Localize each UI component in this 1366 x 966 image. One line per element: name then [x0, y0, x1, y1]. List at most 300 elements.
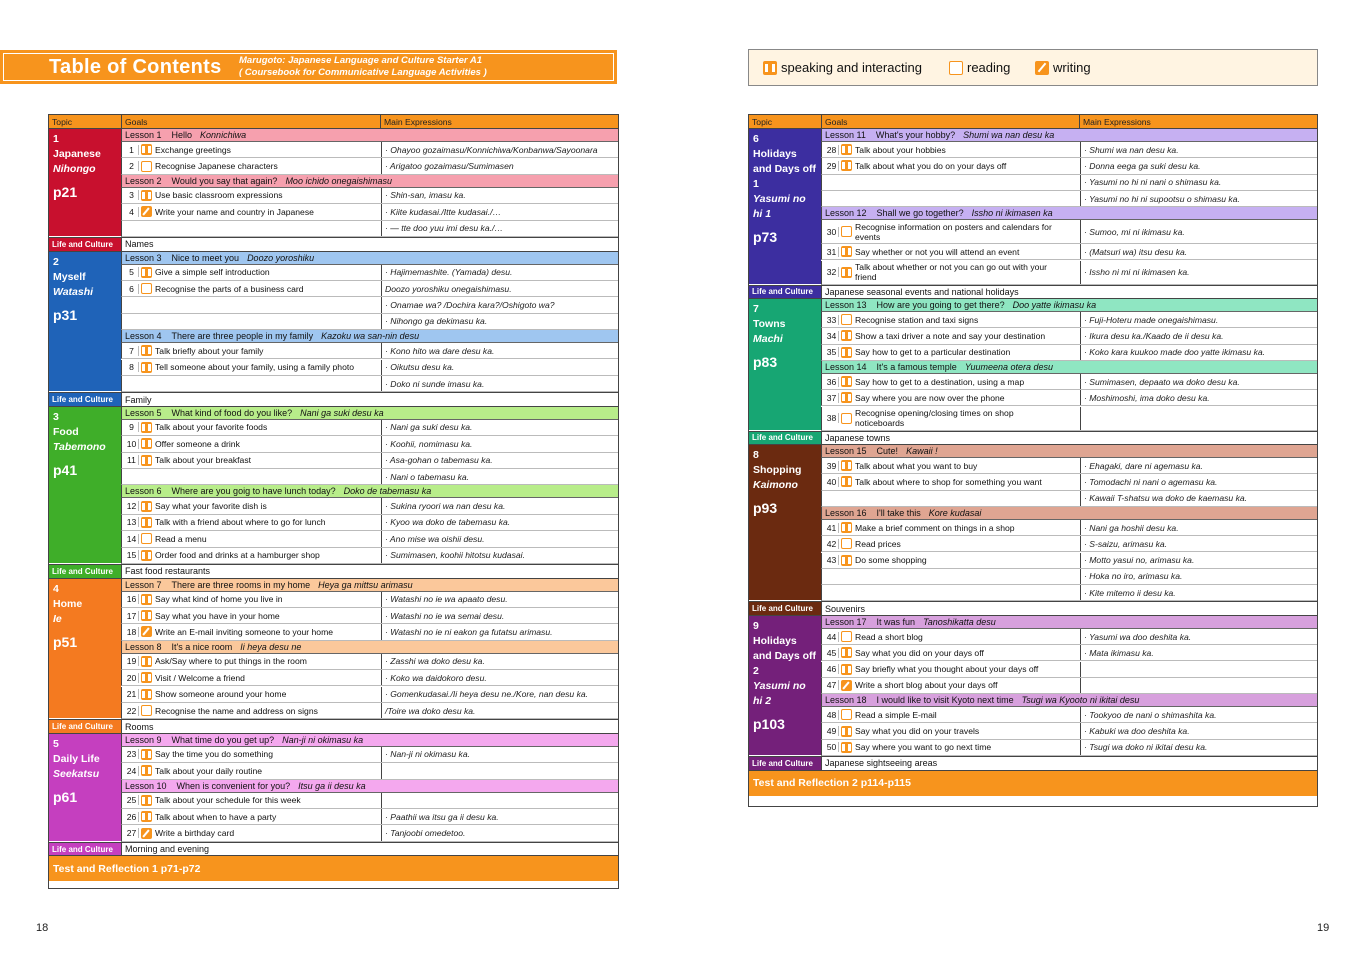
expression-cell: · Tsugi wa doko ni ikitai desu ka.: [1080, 740, 1317, 755]
goal-cell: [122, 281, 381, 296]
topic-number: 6: [753, 133, 759, 145]
expression-cell: [1080, 662, 1317, 677]
reading-icon: [841, 226, 852, 237]
topic-page: p61: [53, 788, 78, 805]
goal-text: Say what you did on your days off: [855, 647, 984, 658]
goal-text-line: Recognise information on posters and calendars for: [855, 221, 1052, 232]
goal-cell: [822, 220, 1080, 243]
goal-cell: [122, 548, 381, 563]
goal-cell: [822, 553, 1080, 568]
speaking-icon: [841, 144, 852, 155]
lesson-number: Lesson 7: [125, 579, 162, 590]
topic-name-japanese: Seekatsu: [53, 767, 100, 780]
title-bar: [0, 50, 617, 84]
goal-cell: [822, 407, 1080, 430]
goal-text: Talk about your hobbies: [855, 144, 946, 155]
expression-cell: · Sukina ryoori wa nan desu ka.: [381, 498, 618, 513]
expression-cell: [381, 793, 618, 808]
goal-number: 15: [125, 550, 139, 560]
goal-number: 49: [825, 726, 839, 736]
expression-cell: · Arigatoo gozaimasu/Sumimasen: [381, 158, 618, 173]
goal-number: 35: [825, 347, 839, 357]
goal-cell: [122, 654, 381, 669]
goal-cell: [822, 678, 1080, 693]
topic-page: p93: [753, 500, 778, 516]
lesson-title-japanese: Tanoshikatta desu: [923, 616, 996, 627]
life-and-culture-row: [49, 237, 618, 252]
topic-name-japanese: Kaimono: [753, 479, 798, 491]
writing-icon: [141, 206, 152, 217]
reading-icon: [841, 413, 852, 424]
goal-row: [121, 809, 618, 825]
goal-cell: [122, 515, 381, 530]
speaking-icon: [141, 455, 152, 466]
life-and-culture-value: Fast food restaurants: [121, 565, 618, 578]
goal-row: [821, 553, 1317, 569]
legend-writing: [1035, 60, 1091, 75]
lesson-title: Would you say that again?: [171, 175, 278, 186]
goal-cell: [822, 740, 1080, 755]
life-and-culture-row: [49, 719, 618, 734]
speaking-icon: [841, 347, 852, 358]
goal-number: 12: [125, 501, 139, 511]
lesson-title-japanese: Doozo yoroshiku: [247, 252, 315, 263]
expression-cell: · Nan-ji ni okimasu ka.: [381, 747, 618, 762]
goal-row: [821, 244, 1317, 260]
speaking-icon: [841, 476, 852, 487]
expression-cell: · Donna eega ga suki desu ka.: [1080, 158, 1317, 173]
expression-cell: · Fuji-Hoteru made onegaishimasu.: [1080, 312, 1317, 327]
goal-number: 33: [825, 315, 839, 325]
topic-block: [749, 299, 821, 431]
topic-page: p51: [53, 633, 78, 650]
reading-icon: [141, 161, 152, 172]
topic-number: 1: [53, 133, 59, 145]
goal-number: 38: [825, 413, 839, 423]
goal-text: Exchange greetings: [155, 144, 231, 155]
expression-cell: · Issho ni mi ni ikimasen ka.: [1080, 261, 1317, 284]
speaking-icon: [841, 376, 852, 387]
goal-row: [821, 261, 1317, 285]
expression-cell: · Motto yasui no, arimasu ka.: [1080, 553, 1317, 568]
life-and-culture-label: Life and Culture: [749, 602, 821, 615]
goal-text-line: events: [855, 231, 881, 242]
speaking-icon: [141, 672, 152, 683]
lesson-title-japanese: Yuumeena otera desu: [964, 361, 1054, 372]
speaking-icon: [763, 61, 777, 75]
topic-name-japanese: Ie: [53, 612, 62, 625]
goal-text: Read a menu: [155, 533, 207, 544]
column-header-topic: Topic: [752, 116, 773, 127]
goal-number: 39: [825, 461, 839, 471]
goal-row: [821, 723, 1317, 739]
goal-row: [821, 662, 1317, 678]
speaking-icon: [141, 422, 152, 433]
column-header-expressions: Main Expressions: [380, 115, 618, 128]
goal-row: [821, 328, 1317, 344]
goal-text: Say where you want to go next time: [855, 742, 992, 753]
topic-name: Holidays and Days off 1: [753, 148, 817, 190]
goal-row: [121, 343, 618, 359]
topic-name: Food: [53, 425, 79, 438]
goal-number: 29: [825, 161, 839, 171]
goal-number: 14: [125, 534, 139, 544]
topic-block: [749, 616, 821, 756]
speaking-icon: [141, 190, 152, 201]
lesson-number: Lesson 16: [825, 507, 867, 518]
speaking-icon: [141, 345, 152, 356]
expression-cell: · Asa-gohan o tabemasu ka.: [381, 453, 618, 468]
speaking-icon: [841, 647, 852, 658]
goal-row: [821, 312, 1317, 328]
goal-row: [121, 515, 618, 531]
goal-row: [121, 453, 618, 469]
speaking-icon: [141, 267, 152, 278]
lesson-title-japanese: Ii heya desu ne: [240, 641, 302, 652]
goal-row: [821, 678, 1317, 694]
goal-text: Visit / Welcome a friend: [155, 672, 245, 683]
speaking-icon: [141, 749, 152, 760]
expression-cell: · Gomenkudasai./Ii heya desu ne./Kore, nan desu ka.: [381, 687, 618, 702]
reading-icon: [841, 709, 852, 720]
speaking-icon: [841, 742, 852, 753]
life-and-culture-label: Life and Culture: [49, 393, 121, 406]
goal-row: [121, 793, 618, 809]
lesson-header-row: [821, 507, 1317, 520]
goal-cell: [122, 498, 381, 513]
expression-cell: · Kono hito wa dare desu ka.: [381, 343, 618, 358]
lesson-number: Lesson 10: [125, 780, 167, 791]
topic-number: 2: [53, 255, 59, 268]
life-and-culture-row: [49, 392, 618, 407]
goal-row: [121, 624, 618, 640]
speaking-icon: [141, 517, 152, 528]
goal-cell: [122, 809, 381, 824]
expression-cell: · Zasshi wa doko desu ka.: [381, 654, 618, 669]
goal-text-line: friend: [855, 272, 877, 282]
expression-cell: · Yasumi no hi ni supootsu o shimasu ka.: [1080, 191, 1317, 206]
goal-cell: [122, 158, 381, 173]
topic-name: Japanese: [53, 148, 101, 160]
goal-cell: [822, 585, 1080, 600]
goal-cell: [822, 175, 1080, 190]
goal-number: 41: [825, 523, 839, 533]
goal-row: [821, 645, 1317, 661]
goal-text: Say what your favorite dish is: [155, 501, 267, 512]
topic-number: 3: [53, 410, 59, 423]
goal-row: [821, 569, 1317, 585]
lesson-number: Lesson 2: [125, 175, 162, 186]
goal-text: Show a taxi driver a note and say your destination: [855, 330, 1046, 341]
life-and-culture-label: Life and Culture: [49, 843, 121, 856]
expression-cell: · Koko kara kuukoo made doo yatte ikimasu ka.: [1080, 345, 1317, 360]
column-header-topic: Topic: [52, 116, 73, 127]
topic-name-japanese: Nihongo: [53, 163, 96, 175]
goal-row: [821, 740, 1317, 756]
contents-table-left: [48, 114, 619, 889]
legend-speaking: [763, 60, 922, 75]
subtitle-line-1: Marugoto: Japanese Language and Culture Starter A1: [239, 55, 482, 66]
goal-text: Read prices: [855, 538, 901, 549]
expression-cell: · Hajimemashite. (Yamada) desu.: [381, 265, 618, 280]
lesson-title: How are you going to get there?: [876, 300, 1005, 310]
expression-cell: · Tanjoobi omedetoo.: [381, 825, 618, 840]
goal-row: [121, 376, 618, 392]
expression-cell: · Ehagaki, dare ni agemasu ka.: [1080, 458, 1317, 473]
topic-number: 4: [53, 582, 59, 595]
life-and-culture-row: [749, 756, 1317, 771]
goal-number: 44: [825, 632, 839, 642]
expression-cell: · Koohii, nomimasu ka.: [381, 436, 618, 451]
lesson-title: What time do you get up?: [171, 734, 275, 745]
goal-text: Talk briefly about your family: [155, 345, 264, 356]
goal-number: 36: [825, 377, 839, 387]
topic-name: Home: [53, 597, 83, 610]
lesson-number: Lesson 18: [825, 695, 867, 706]
topic-name-japanese: Machi: [753, 333, 783, 345]
expression-cell: · Doko ni sunde imasu ka.: [381, 376, 618, 391]
topic-name: Myself: [53, 270, 86, 283]
lesson-title: There are three people in my family: [171, 331, 314, 342]
goal-cell: [822, 707, 1080, 722]
expression-cell: · Shumi wa nan desu ka.: [1080, 142, 1317, 157]
goal-text: Read a short blog: [855, 631, 923, 642]
topic-block: [49, 734, 121, 842]
lesson-title-japanese: Kore kudasai: [928, 507, 982, 518]
goal-row: [121, 747, 618, 763]
goal-cell: [822, 629, 1080, 644]
subtitle-line-2: ( Coursebook for Communicative Language Activities ): [239, 67, 487, 78]
topic-block: [49, 407, 121, 564]
lesson-number: Lesson 1: [125, 130, 162, 140]
lesson-title-japanese: Issho ni ikimasen ka: [971, 208, 1053, 219]
lesson-number: Lesson 9: [125, 734, 162, 745]
lesson-title-japanese: Heya ga mittsu arimasu: [318, 579, 413, 590]
goal-text: Say the time you do something: [155, 749, 273, 760]
goal-row: [121, 204, 618, 220]
goal-text: Order food and drinks at a hamburger shop: [155, 550, 320, 561]
goal-text: Talk about what you do on your days off: [855, 160, 1007, 171]
goal-text: Recognise station and taxi signs: [855, 314, 979, 325]
speaking-icon: [841, 522, 852, 533]
table-header: [49, 115, 618, 129]
goal-text: Say where you are now over the phone: [855, 392, 1005, 403]
life-and-culture-value: Rooms: [121, 720, 618, 733]
goal-cell: [822, 312, 1080, 327]
lesson-title: Hello: [171, 130, 193, 140]
lesson-title: When is convenient for you?: [176, 780, 291, 791]
topic-name: Shopping: [753, 464, 802, 476]
goal-row: [821, 191, 1317, 207]
goal-cell: [122, 608, 381, 623]
goal-cell: [122, 763, 381, 778]
life-and-culture-value: Morning and evening: [121, 843, 618, 856]
goal-cell: [122, 747, 381, 762]
goal-cell: [122, 420, 381, 435]
speaking-icon: [141, 362, 152, 373]
life-and-culture-value: Japanese towns: [821, 432, 1317, 445]
expression-cell: /Toire wa doko desu ka.: [381, 703, 618, 718]
expression-cell: · Oikutsu desu ka.: [381, 360, 618, 375]
column-header-goals: Goals: [121, 115, 380, 128]
goal-row: [121, 548, 618, 564]
goal-text: Write your name and country in Japanese: [155, 206, 314, 217]
speaking-icon: [141, 795, 152, 806]
goal-cell: [122, 703, 381, 718]
lesson-header-row: [121, 780, 618, 793]
goal-number: 9: [125, 422, 139, 432]
topic-page: p103: [753, 715, 785, 732]
goal-row: [121, 221, 618, 237]
life-and-culture-row: [49, 564, 618, 579]
goal-text: Make a brief comment on things in a shop: [855, 522, 1015, 533]
goal-number: 24: [125, 766, 139, 776]
goal-row: [121, 592, 618, 608]
writing-icon: [141, 626, 152, 637]
goal-text: Use basic classroom expressions: [155, 190, 283, 201]
lesson-header-row: [821, 207, 1317, 220]
column-header-expressions: Main Expressions: [1079, 115, 1317, 128]
lesson-header-row: [121, 485, 618, 498]
lesson-title-japanese: Nan-ji ni okimasu ka: [282, 734, 364, 745]
goal-row: [821, 458, 1317, 474]
topic-block: [749, 445, 821, 601]
goal-number: 43: [825, 555, 839, 565]
speaking-icon: [841, 664, 852, 675]
goal-text: Talk about your schedule for this week: [155, 795, 301, 806]
goal-row: [821, 142, 1317, 158]
goal-row: [821, 158, 1317, 174]
goal-text: Tell someone about your family, using a family photo: [155, 362, 355, 373]
speaking-icon: [841, 246, 852, 257]
lesson-number: Lesson 6: [125, 486, 162, 497]
expression-cell: · Ikura desu ka./Kaado de ii desu ka.: [1080, 328, 1317, 343]
skill-legend: [748, 49, 1318, 86]
life-and-culture-row: [749, 431, 1317, 446]
legend-speaking-label: speaking and interacting: [781, 60, 922, 75]
lesson-header-row: [821, 445, 1317, 458]
goal-cell: [122, 360, 381, 375]
goal-cell: [822, 474, 1080, 489]
speaking-icon: [141, 501, 152, 512]
goal-text-line: Recognise opening/closing times on shop: [855, 408, 1014, 418]
topic-number: 8: [753, 449, 759, 461]
life-and-culture-row: [749, 285, 1317, 300]
goal-text: [855, 222, 1052, 242]
speaking-icon: [141, 550, 152, 561]
goal-cell: [822, 261, 1080, 284]
goal-number: 1: [125, 145, 139, 155]
goal-number: 27: [125, 828, 139, 838]
goal-row: [821, 629, 1317, 645]
writing-icon: [841, 680, 852, 691]
goal-row: [821, 491, 1317, 507]
lesson-header-row: [821, 299, 1317, 312]
lesson-header-row: [121, 641, 618, 654]
goal-row: [121, 763, 618, 779]
goal-cell: [122, 531, 381, 546]
goal-number: 18: [125, 627, 139, 637]
life-and-culture-label: Life and Culture: [49, 238, 121, 251]
life-and-culture-label: Life and Culture: [49, 720, 121, 733]
goal-text: Give a simple self introduction: [155, 267, 270, 278]
speaking-icon: [141, 144, 152, 155]
lesson-title: I would like to visit Kyoto next time: [876, 695, 1014, 706]
lesson-header-row: [121, 407, 618, 420]
lesson-number: Lesson 17: [825, 616, 867, 627]
goal-cell: [122, 436, 381, 451]
expression-cell: · Yasumi wa doo deshita ka.: [1080, 629, 1317, 644]
expression-cell: · Ano mise wa oishii desu.: [381, 531, 618, 546]
speaking-icon: [141, 811, 152, 822]
goal-row: [821, 407, 1317, 431]
legend-reading: [949, 60, 1010, 75]
goal-cell: [122, 314, 381, 329]
expression-cell: · Watashi no ie ni eakon ga futatsu arimasu.: [381, 624, 618, 639]
reading-icon: [141, 533, 152, 544]
goal-row: [121, 314, 618, 330]
goal-row: [121, 436, 618, 452]
lesson-header-row: [821, 694, 1317, 707]
speaking-icon: [141, 594, 152, 605]
goal-cell: [122, 624, 381, 639]
reading-icon: [141, 705, 152, 716]
goal-row: [121, 825, 618, 841]
goal-text: Talk about your daily routine: [155, 765, 263, 776]
expression-cell: · Watashi no ie wa semai desu.: [381, 608, 618, 623]
goal-cell: [822, 328, 1080, 343]
expression-cell: · Sumimasen, depaato wa doko desu ka.: [1080, 374, 1317, 389]
goal-cell: [822, 158, 1080, 173]
goal-text: [855, 408, 1014, 428]
speaking-icon: [841, 555, 852, 566]
speaking-icon: [841, 460, 852, 471]
goal-row: [121, 498, 618, 514]
goal-number: 34: [825, 331, 839, 341]
goal-text: Do some shopping: [855, 555, 927, 566]
test-and-reflection-footer: Test and Reflection 2 p114-p115: [749, 771, 1317, 796]
lesson-number: Lesson 13: [825, 300, 867, 310]
expression-cell: · Nani ga suki desu ka.: [381, 420, 618, 435]
goal-number: 11: [125, 455, 139, 465]
topic-page: p73: [753, 229, 778, 245]
goal-row: [121, 703, 618, 719]
goal-number: 10: [125, 439, 139, 449]
expression-cell: · Tomodachi ni nani o agemasu ka.: [1080, 474, 1317, 489]
expression-cell: · Nani o tabemasu ka.: [381, 469, 618, 484]
goal-number: 47: [825, 680, 839, 690]
lesson-title-japanese: Konnichiwa: [200, 130, 247, 140]
expression-cell: [1080, 678, 1317, 693]
lesson-title-japanese: Kazoku wa san-nin desu: [321, 331, 420, 342]
life-and-culture-value: Japanese sightseeing areas: [821, 757, 1317, 770]
goal-text: Talk about where to shop for something you want: [855, 476, 1042, 487]
lesson-header-row: [821, 361, 1317, 374]
lesson-title-japanese: Itsu ga ii desu ka: [298, 780, 366, 791]
goal-row: [821, 220, 1317, 244]
lesson-title-japanese: Kawaii !: [906, 446, 938, 456]
lesson-header-row: [121, 175, 618, 188]
goal-number: 25: [125, 795, 139, 805]
speaking-icon: [141, 689, 152, 700]
goal-cell: [122, 265, 381, 280]
expression-cell: · Kabuki wa doo deshita ka.: [1080, 723, 1317, 738]
speaking-icon: [841, 330, 852, 341]
goal-text: Write a birthday card: [155, 828, 235, 839]
goal-cell: [122, 469, 381, 484]
lesson-title: What's your hobby?: [875, 130, 956, 140]
goal-cell: [122, 376, 381, 391]
